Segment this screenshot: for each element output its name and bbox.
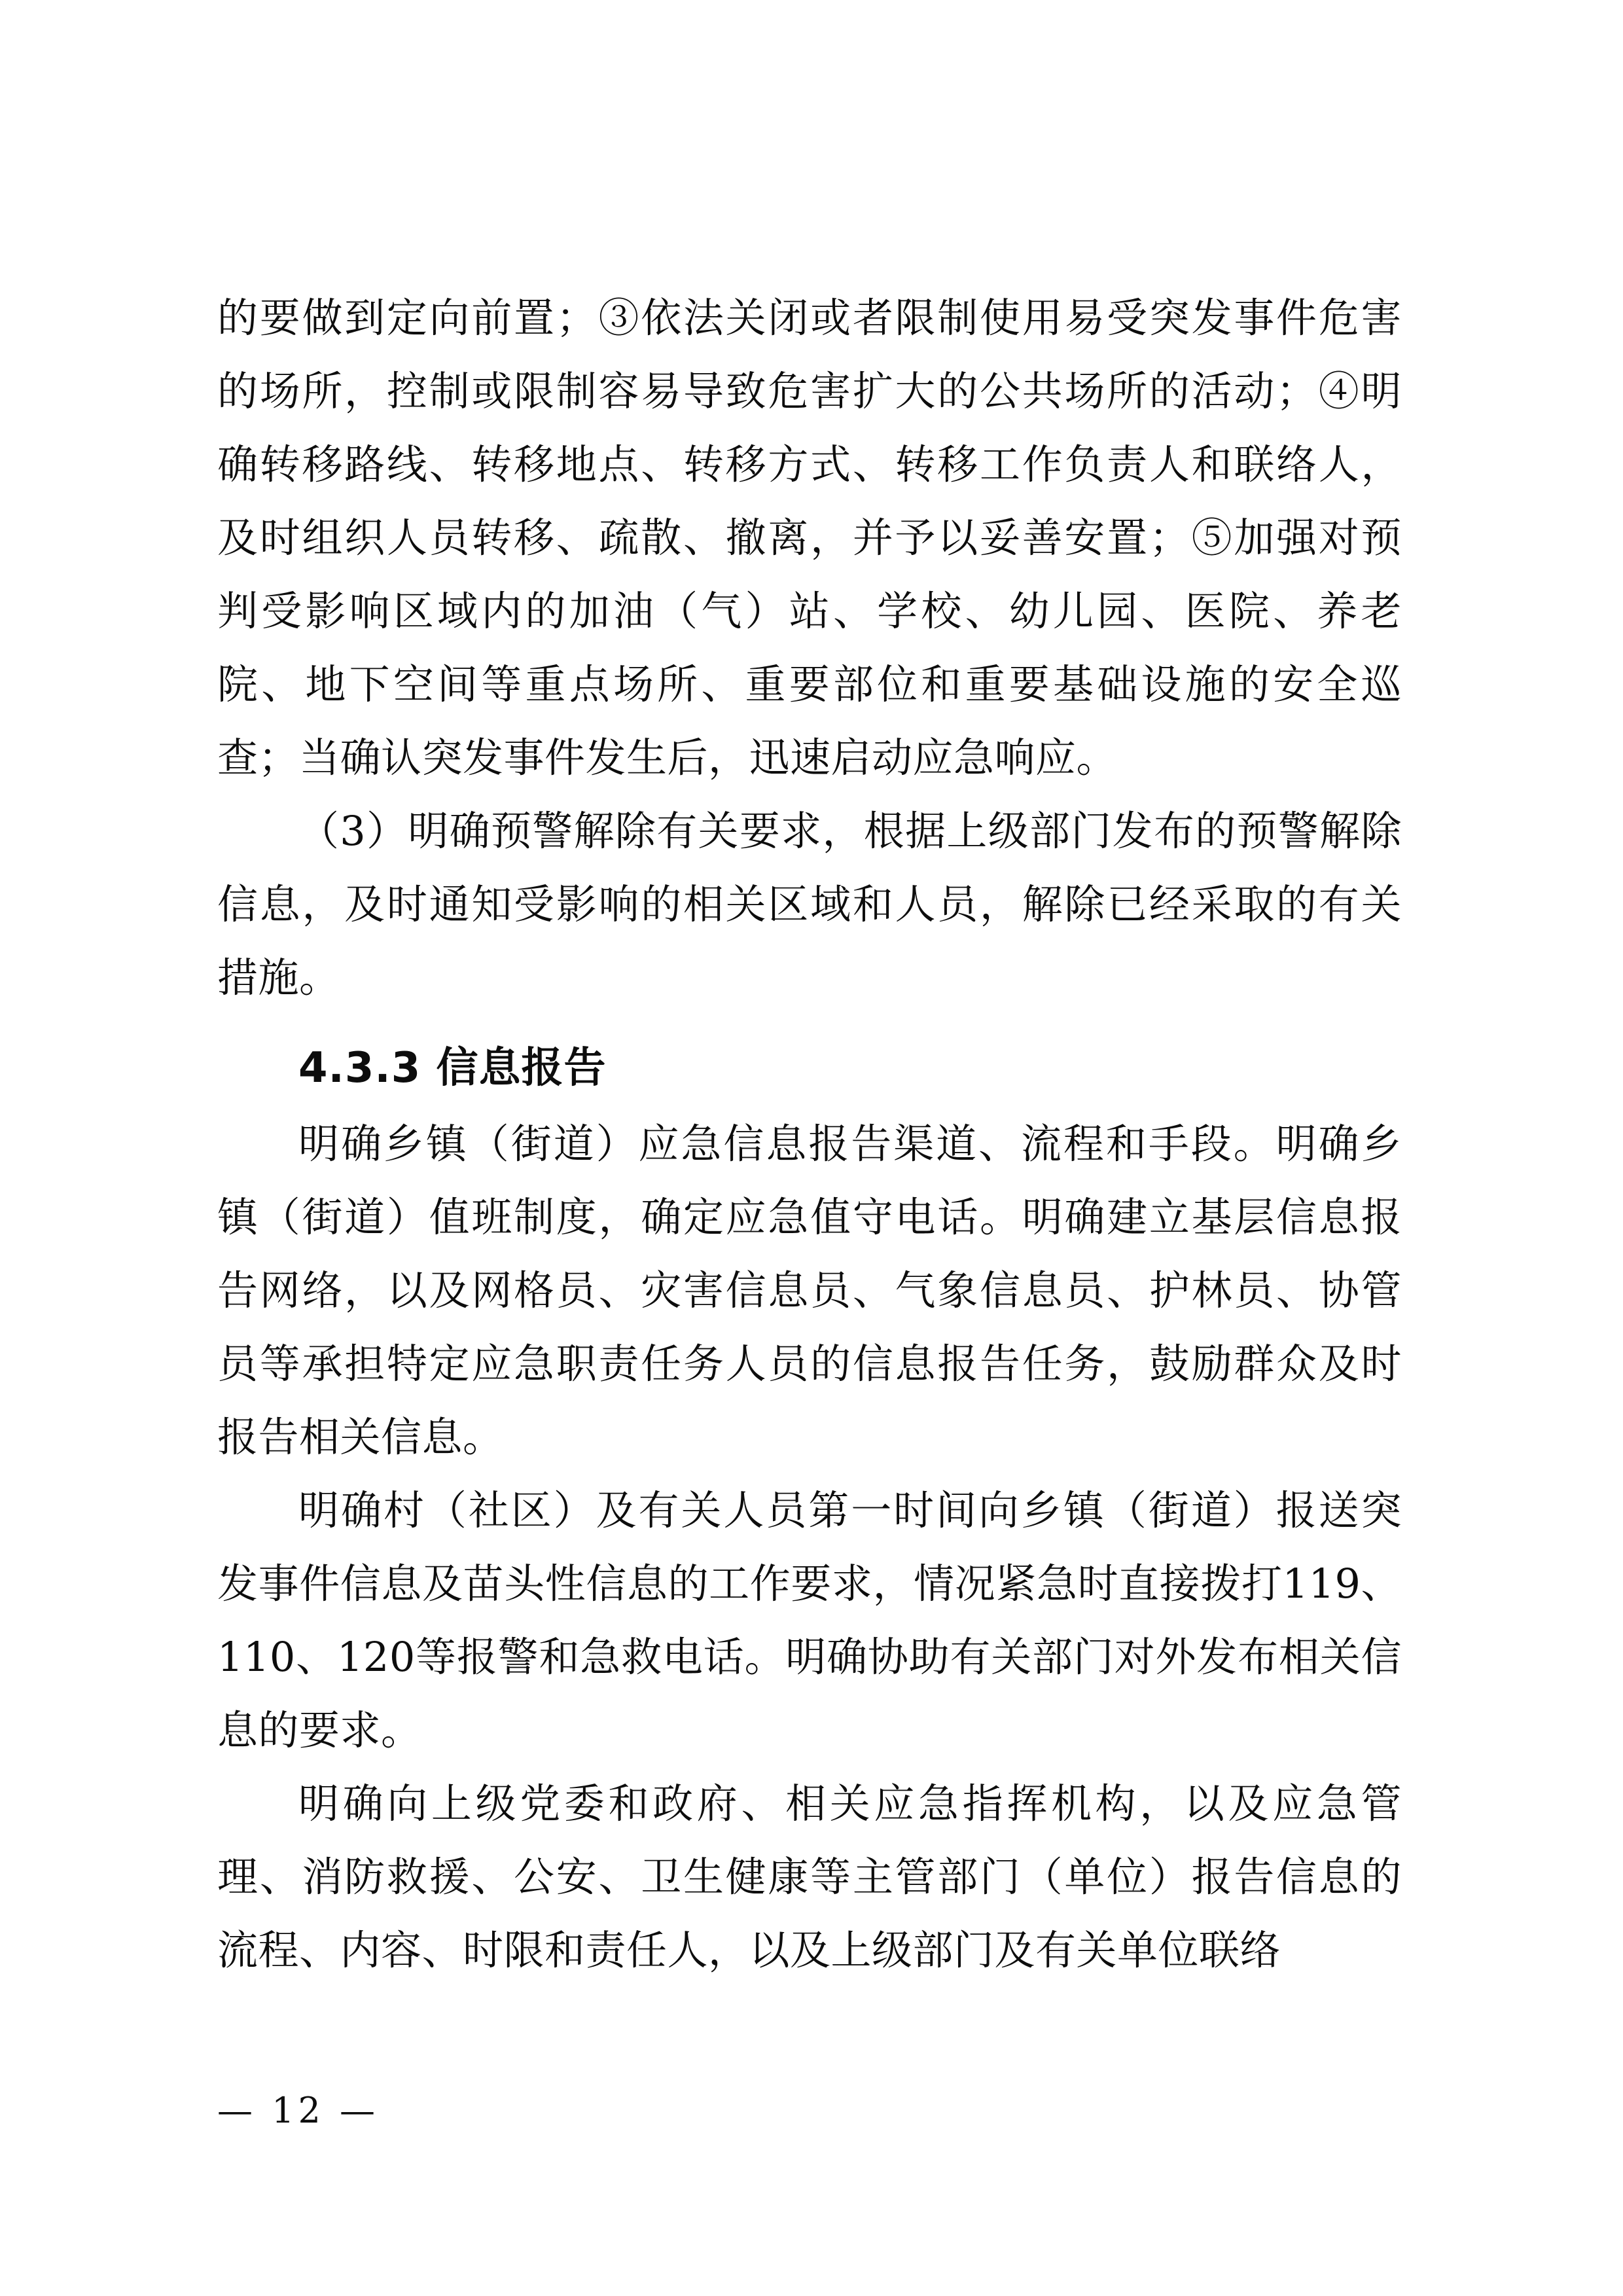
paragraph-warning-release: （3）明确预警解除有关要求，根据上级部门发布的预警解除信息，及时通知受影响的相关区域和人员，解除已经采取的有关措施。 xyxy=(217,807,1402,1001)
paragraph-upper-report: 明确向上级党委和政府、相关应急指挥机构，以及应急管理、消防救援、公安、卫生健康等主管部门（单位）报告信息的流程、内容、时限和责任人，以及上级部门及有关单位联络 xyxy=(217,1780,1402,1974)
paragraph-report-channel: 明确乡镇（街道）应急信息报告渠道、流程和手段。明确乡镇（街道）值班制度，确定应急值守电话。明确建立基层信息报告网络，以及网格员、灾害信息员、气象信息员、护林员、协管员等承担特定应急职责任务人员的信息报告任务，鼓励群众及时报告相关信息。 xyxy=(217,1120,1402,1461)
paragraph-warning-measures: 的要做到定向前置；③依法关闭或者限制使用易受突发事件危害的场所，控制或限制容易导致危害扩大的公共场所的活动；④明确转移路线、转移地点、转移方式、转移工作负责人和联络人，及时组织人员转移、疏散、撤离，并予以妥善安置；⑤加强对预判受影响区域内的加油（气）站、学校、幼儿园、医院、养老院、地下空间等重点场所、重要部位和重要基础设施的安全巡查；当确认突发事件发生后，迅速启动应急响应。 xyxy=(217,294,1402,781)
page-number: — 12 — xyxy=(217,2090,380,2131)
page-content xyxy=(217,281,1402,1987)
section-heading-information-report: 4.3.3 信息报告 xyxy=(298,1044,607,1092)
paragraph-village-report: 明确村（社区）及有关人员第一时间向乡镇（街道）报送突发事件信息及苗头性信息的工作要求，情况紧急时直接拨打119、110、120等报警和急救电话。明确协助有关部门对外发布相关信息的要求。 xyxy=(217,1486,1402,1754)
page-footer xyxy=(217,2088,1402,2134)
